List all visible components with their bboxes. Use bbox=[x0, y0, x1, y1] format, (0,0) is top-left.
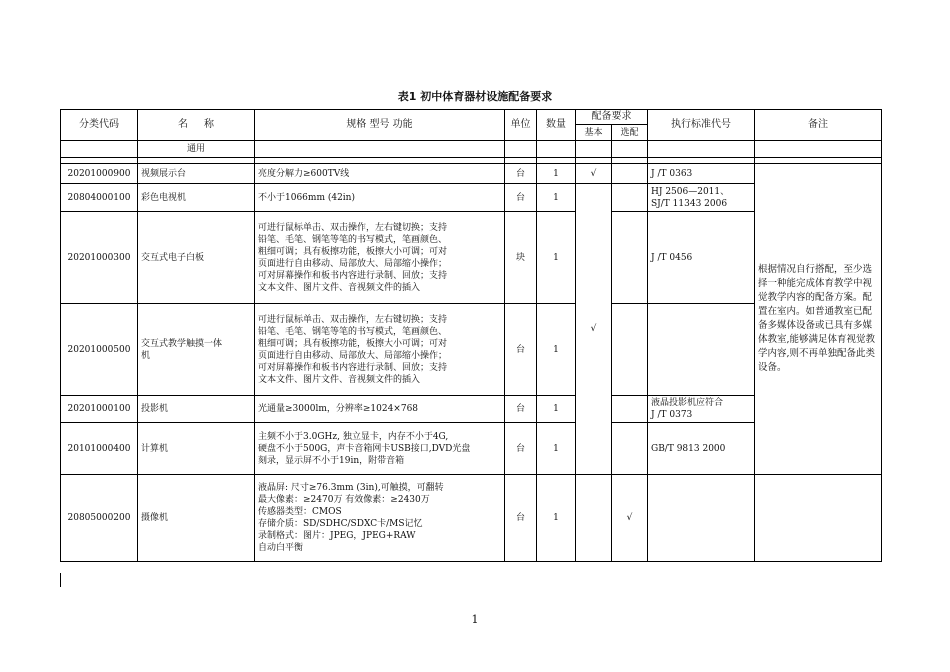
row-spec: 主频不小于3.0GHz, 独立显卡，内存不小于4G, 硬盘不小于500G，声卡音箱网卡USB接口,DVD光盘 刻录，显示屏不小于19in，附带音箱 bbox=[255, 423, 505, 475]
row-name: 摄像机 bbox=[138, 475, 255, 562]
row-unit: 台 bbox=[505, 164, 537, 184]
row-unit: 台 bbox=[505, 396, 537, 423]
row-qty: 1 bbox=[537, 396, 576, 423]
row-qty: 1 bbox=[537, 423, 576, 475]
note-cell: 根据情况自行搭配，至少选择一种能完成体育教学中视觉教学内容的配备方案。配置在室内。如普通教室已配备多媒体设备或已具有多媒体教室,能够满足体育视觉教学内容,则不再单独配备此类设备。 bbox=[755, 164, 882, 475]
row-unit: 台 bbox=[505, 475, 537, 562]
row-optional-cell bbox=[612, 164, 648, 184]
header-optional: 选配 bbox=[612, 125, 648, 141]
row-qty: 1 bbox=[537, 212, 576, 304]
row-standard bbox=[648, 475, 755, 562]
header-standard: 执行标准代号 bbox=[648, 110, 755, 141]
row-name: 投影机 bbox=[138, 396, 255, 423]
row-name: 彩色电视机 bbox=[138, 184, 255, 212]
header-spec: 规格 型号 功能 bbox=[255, 110, 505, 141]
row-code: 20201000500 bbox=[61, 304, 138, 396]
header-code: 分类代码 bbox=[61, 110, 138, 141]
equipment-table bbox=[60, 109, 882, 562]
row-qty: 1 bbox=[537, 164, 576, 184]
row-optional-check: √ bbox=[612, 475, 648, 562]
row-code: 20201000900 bbox=[61, 164, 138, 184]
page-number: 1 bbox=[471, 613, 479, 626]
row-name: 交互式电子白板 bbox=[138, 212, 255, 304]
row-standard: J /T 0456 bbox=[648, 212, 755, 304]
row-code: 20101000400 bbox=[61, 423, 138, 475]
header-note: 备注 bbox=[755, 110, 882, 141]
row-standard: 液晶投影机应符合 J /T 0373 bbox=[648, 396, 755, 423]
row-spec: 可进行鼠标单击、双击操作，左右键切换；支持 铅笔、毛笔、钢笔等笔的书写模式，笔画颜色、 粗细可调；具有板擦功能，板擦大小可调；可对 页面进行自由移动、局部放大、局部缩小操作； 可对屏幕操作和板书内容进行录制、回放；支持 文本文件、图片文件、音视频文件的插入 bbox=[255, 212, 505, 304]
row-optional-cell bbox=[612, 396, 648, 423]
row-name: 计算机 bbox=[138, 423, 255, 475]
group-basic-check: √ bbox=[576, 184, 612, 475]
row-code: 20201000300 bbox=[61, 212, 138, 304]
table-title: 表1 初中体育器材设施配备要求 bbox=[397, 90, 553, 103]
row-name: 视频展示台 bbox=[138, 164, 255, 184]
row-standard: HJ 2506—2011、 SJ/T 11343 2006 bbox=[648, 184, 755, 212]
row-optional-cell bbox=[612, 212, 648, 304]
row-optional-cell bbox=[612, 423, 648, 475]
row-basic-cell bbox=[576, 475, 612, 562]
row-code: 20805000200 bbox=[61, 475, 138, 562]
header-unit: 单位 bbox=[505, 110, 537, 141]
row-unit: 台 bbox=[505, 304, 537, 396]
row-unit: 台 bbox=[505, 423, 537, 475]
row-spec: 可进行鼠标单击、双击操作，左右键切换；支持 铅笔、毛笔、钢笔等笔的书写模式，笔画颜色、 粗细可调；具有板擦功能，板擦大小可调；可对 页面进行自由移动、局部放大、局部缩小操作； 可对屏幕操作和板书内容进行录制、回放；支持 文本文件、图片文件、音视频文件的插入 bbox=[255, 304, 505, 396]
row-spec: 亮度分解力≥600TV线 bbox=[255, 164, 505, 184]
row-qty: 1 bbox=[537, 184, 576, 212]
table-edge-line bbox=[60, 573, 61, 587]
row-standard bbox=[648, 304, 755, 396]
group-code-cell bbox=[61, 141, 138, 158]
table-row bbox=[61, 475, 882, 562]
group-label: 通用 bbox=[138, 141, 255, 158]
row-spec: 不小于1066mm (42in) bbox=[255, 184, 505, 212]
row-unit: 台 bbox=[505, 184, 537, 212]
row-note-cell bbox=[755, 475, 882, 562]
header-qty: 数量 bbox=[537, 110, 576, 141]
row-qty: 1 bbox=[537, 475, 576, 562]
row-standard: GB/T 9813 2000 bbox=[648, 423, 755, 475]
header-requirement: 配备要求 bbox=[576, 110, 648, 125]
header-basic: 基本 bbox=[576, 125, 612, 141]
table-row bbox=[61, 164, 882, 184]
row-optional-cell bbox=[612, 184, 648, 212]
row-standard: J /T 0363 bbox=[648, 164, 755, 184]
row-unit: 块 bbox=[505, 212, 537, 304]
row-spec: 光通量≥3000lm，分辨率≥1024×768 bbox=[255, 396, 505, 423]
row-basic-check: √ bbox=[576, 164, 612, 184]
header-name: 名 称 bbox=[138, 110, 255, 141]
row-name: 交互式教学触摸一体 机 bbox=[138, 304, 255, 396]
row-code: 20201000100 bbox=[61, 396, 138, 423]
row-spec: 液晶屏: 尺寸≥76.3mm (3in),可触摸，可翻转 最大像素：≥2470万 有效像素：≥2430万 传感器类型：CMOS 存储介质：SD/SDHC/SDXC卡/MS记忆 录制格式：图片：JPEG，JPEG+RAW 自动白平衡 bbox=[255, 475, 505, 562]
row-code: 20804000100 bbox=[61, 184, 138, 212]
row-qty: 1 bbox=[537, 304, 576, 396]
row-optional-cell bbox=[612, 304, 648, 396]
